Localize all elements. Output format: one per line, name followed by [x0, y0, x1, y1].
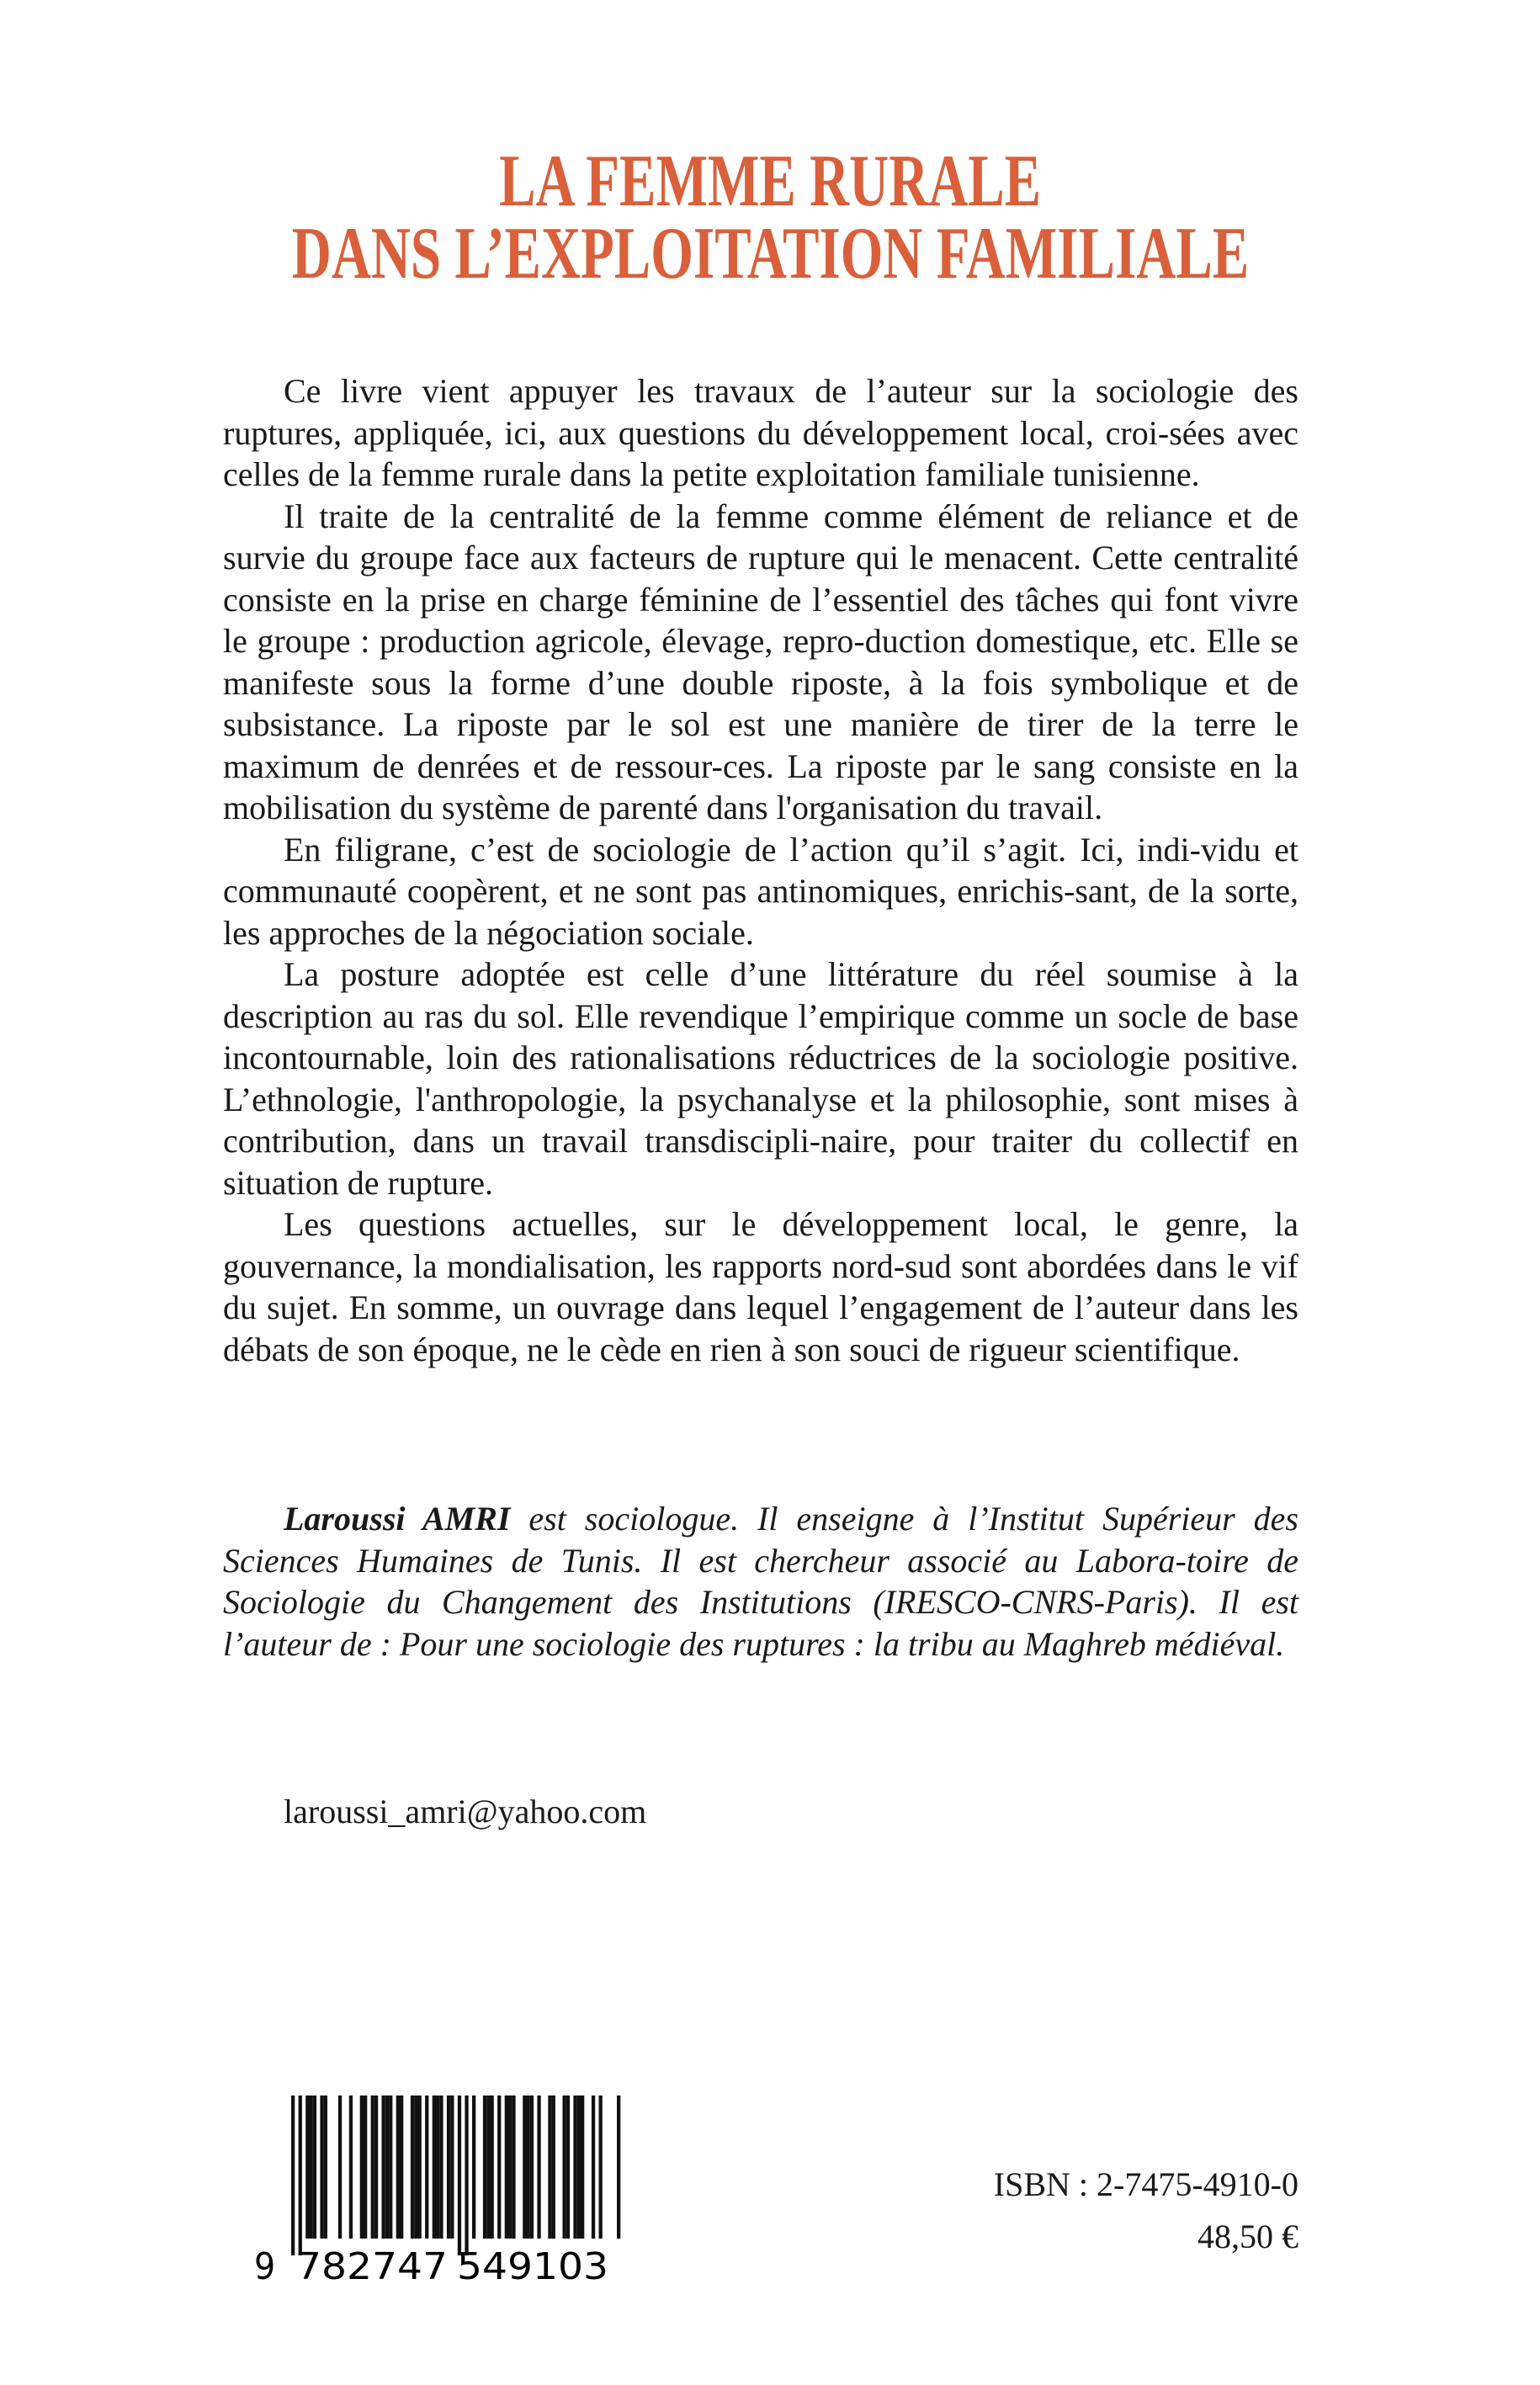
blurb-paragraph: Il traite de la centralité de la femme comme élément de reliance et de survie du groupe face aux facteurs de rupture qui le menacent. Cette centralité consiste en la prise en charge féminine de l’essentiel des tâches qui font vivre le groupe : production agricole, élevage, repro-duction domestique, etc. Elle se manifeste sous la forme d’une double riposte, à la fois symbolique et de subsistance. La riposte par le sol est une manière de tirer de la terre le maximum de denrées et de ressour-ces. La riposte par le sang consiste en la mobilisation du système de parenté dans l'organisation du travail.	[223, 497, 1298, 826]
barcode-bar	[530, 2096, 534, 2239]
barcode-bar	[512, 2096, 515, 2239]
author-bio-text: est sociologue. Il enseigne à l’Institut Supérieur des Sciences Humaines de Tunis. Il est chercheur associé au Labora-toire de Sociologie du Changement des Institutions (IRESCO-CNRS-Paris). Il est l’auteur de : Pour une sociologie des ruptures : la tribu au Maghreb médiéval.	[223, 1500, 1298, 1663]
barcode-bar	[527, 2096, 530, 2239]
barcode-bar	[299, 2096, 302, 2255]
barcode-bar	[338, 2096, 342, 2239]
blurb-paragraph: Les questions actuelles, sur le développement local, le genre, la gouvernance, la mondialisation, les rapports nord-sud sont abordées dans le vif du sujet. En somme, un ouvrage dans lequel l’engagement de l’auteur dans les débats de son époque, ne le cède en rien à son souci de rigueur scientifique.	[223, 1205, 1298, 1368]
blurb	[223, 370, 1298, 1370]
author-email[interactable]: laroussi_amri@yahoo.com	[284, 1793, 647, 1830]
barcode-bar	[447, 2096, 450, 2239]
barcode-bar	[592, 2096, 595, 2239]
barcode-bar	[291, 2096, 295, 2255]
barcode-bar	[400, 2096, 403, 2239]
barcode-bar	[382, 2096, 385, 2239]
isbn-number: ISBN : 2-7475-4910-0	[993, 2165, 1298, 2203]
barcode-bar	[320, 2096, 323, 2239]
barcode-bar	[411, 2096, 414, 2239]
barcode-bar	[360, 2096, 364, 2239]
barcode-bar	[505, 2096, 508, 2239]
barcode-bar	[433, 2096, 436, 2239]
barcode-bar	[324, 2096, 327, 2239]
barcode-bar	[491, 2096, 494, 2239]
title-text-2: DANS L’EXPLOITATION FAMILIALE	[291, 213, 1249, 295]
barcode-bar	[581, 2096, 584, 2239]
barcode-bar	[537, 2096, 540, 2239]
author-name: Laroussi AMRI	[284, 1500, 511, 1538]
barcode-bar	[548, 2096, 551, 2239]
barcode-bar	[577, 2096, 581, 2239]
barcode-bar	[458, 2096, 461, 2255]
author-bio	[223, 1498, 1298, 1665]
barcode-bar	[310, 2096, 313, 2239]
title-text-1: LA FEMME RURALE	[499, 141, 1041, 222]
barcode-bar	[523, 2096, 526, 2239]
barcode-bar	[599, 2096, 603, 2239]
barcode-bar	[450, 2096, 454, 2239]
barcode-bar	[385, 2096, 389, 2239]
barcode-bar	[617, 2096, 620, 2239]
barcode-bar	[566, 2096, 570, 2239]
barcode-bar	[414, 2096, 417, 2239]
price: 48,50 €	[1197, 2218, 1298, 2255]
barcode-bar	[371, 2096, 374, 2239]
barcode-bar	[465, 2096, 468, 2255]
barcode-bar	[483, 2096, 486, 2239]
barcode-bar	[439, 2096, 443, 2239]
barcode-bar	[472, 2096, 475, 2239]
blurb-paragraph: En filigrane, c’est de sociologie de l’action qu’il s’agit. Ici, indi-vidu et communauté coopèrent, et ne sont pas antinomiques, enrichis-sant, de la sorte, les approches de la négociation sociale.	[223, 830, 1298, 952]
book-title-line-1	[0, 141, 1540, 222]
blurb-paragraph: La posture adoptée est celle d’une littérature du réel soumise à la description au ras du sol. Elle revendique l’empirique comme un socle de base incontournable, loin des rationalisations réductrices de la sociologie positive. L’ethnologie, l'anthropologie, la psychanalyse et la philosophie, sont mises à contribution, dans un travail transdiscipli-naire, pour traiter du collectif en situation de rupture.	[223, 955, 1298, 1202]
book-title-line-2	[0, 213, 1540, 295]
barcode-bar	[436, 2096, 439, 2239]
isbn-barcode	[252, 2096, 623, 2285]
barcode-bar	[418, 2096, 422, 2239]
barcode-bar	[573, 2096, 576, 2239]
barcode-bar	[349, 2096, 353, 2239]
barcode-bar	[396, 2096, 400, 2239]
barcode-bar	[486, 2096, 490, 2239]
barcode-bar	[497, 2096, 501, 2239]
barcode-bar	[425, 2096, 428, 2239]
barcode-bar	[552, 2096, 555, 2239]
barcode-bars	[291, 2096, 623, 2255]
blurb-paragraph: Ce livre vient appuyer les travaux de l’auteur sur la sociologie des ruptures, appliquée, ici, aux questions du développement local, croi-sées avec celles de la femme rurale dans la petite exploitation familiale tunisienne.	[223, 372, 1298, 493]
barcode-bar	[305, 2096, 309, 2239]
barcode-bar	[563, 2096, 566, 2239]
barcode-bar	[374, 2096, 378, 2239]
barcode-right-digits: 549103	[457, 2245, 608, 2285]
barcode-bar	[508, 2096, 512, 2239]
barcode-first-digit: 9	[254, 2245, 276, 2285]
barcode-bar	[313, 2096, 316, 2239]
barcode-bar	[364, 2096, 367, 2239]
barcode-bar	[389, 2096, 392, 2239]
barcode-left-digits: 782747	[296, 2245, 448, 2285]
